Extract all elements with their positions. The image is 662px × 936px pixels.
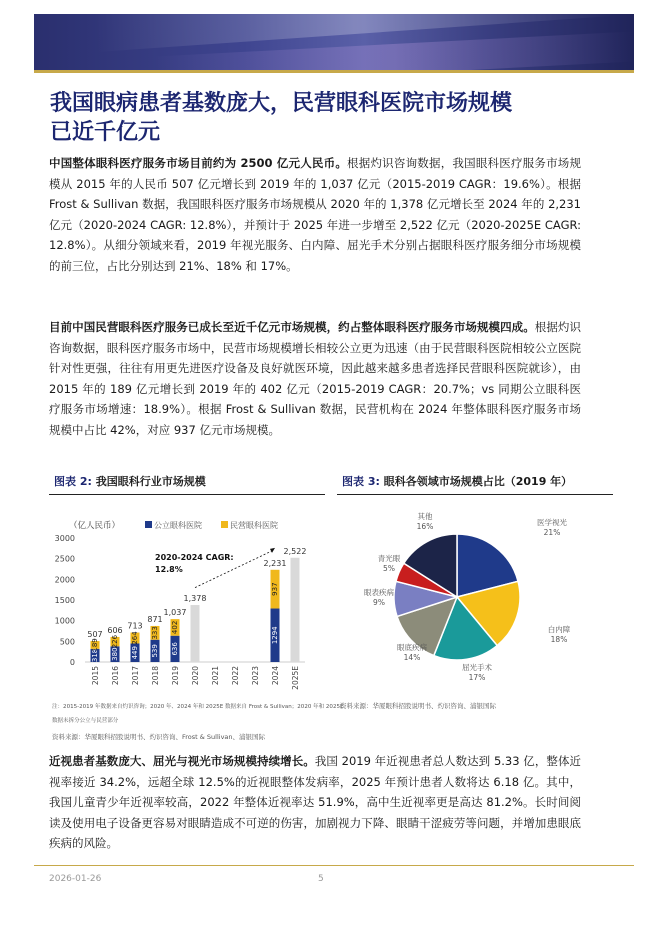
header-rule [34, 70, 634, 73]
legend-swatch [145, 521, 152, 528]
bar-value-label: 1294 [271, 626, 279, 645]
pie-slice-label: 白内障 [547, 625, 571, 634]
x-tick-label: 2023 [251, 666, 260, 686]
y-tick-label: 2000 [54, 575, 75, 585]
bar-total [191, 605, 200, 662]
bar-value-label: 264 [131, 631, 139, 645]
paragraph-body: 根据灼识咨询数据，我国眼科医疗服务市场规模从 2015 年的人民币 507 亿元增长到 2019 年的 1,037 亿元（2015-2019 CAGR：19.6%）。根据 Frost & Sullivan 数据，我国眼科医疗服务市场规模从 2020 年的 1,378 亿元增长至 2024 年的 2,231 亿元（2020-2024 CAGR: 12.8%），并预计于 2025 年进一步增至 2,522 亿元（2020-2025E CAGR: 12.8%）。从细分领域来看，2019 年视光服务、白内障、屈光手术分别占据眼科医疗服务细分市场规模的前三位，占比分别达到 21%、18% 和 17%。 [49, 156, 581, 273]
legend-label: 民营眼科医院 [230, 521, 278, 530]
x-tick-label: 2020 [191, 666, 200, 686]
segment-share-pie-chart [337, 505, 613, 695]
bar-value-label: 380 [111, 647, 119, 661]
bar-value-label: 636 [171, 642, 179, 656]
bar-total-label: 871 [147, 614, 163, 624]
footer-rule [34, 865, 634, 866]
paragraph-market-size [49, 153, 581, 276]
paragraph-myopia [49, 751, 581, 854]
cagr-arrow-head [270, 548, 275, 553]
x-tick-label: 2021 [211, 666, 220, 686]
legend-label: 公立眼科医院 [154, 521, 202, 530]
figure-2-title [54, 473, 206, 489]
pie-slice-label: 医学视光 [537, 518, 567, 527]
bar-value-label: 318 [91, 648, 99, 663]
x-tick-label: 2022 [231, 666, 240, 686]
x-tick-label: 2019 [171, 666, 180, 686]
pie-slice-label: 其他 [417, 512, 433, 521]
figure-3-source: 资料来源：华厦眼科招股说明书、灼识咨询、浦银国际 [340, 702, 496, 710]
pie-slice-label: 青光眼 [377, 554, 401, 563]
x-tick-label: 2024 [271, 666, 280, 686]
bar-total-label: 2,522 [283, 546, 307, 556]
y-tick-label: 0 [69, 658, 75, 667]
y-tick-label: 3000 [54, 534, 75, 543]
x-tick-label: 2016 [111, 666, 120, 686]
y-tick-label: 2500 [54, 554, 75, 564]
bar-value-label: 333 [151, 626, 159, 640]
figure-3-rule [337, 494, 613, 495]
page-number: 5 [318, 874, 324, 884]
figure-note: 数据未拆分公立与民营部分 [52, 716, 119, 724]
pie-slice-label: 眼表疾病 [364, 588, 394, 597]
figure-3-title [342, 473, 572, 489]
bar-value-label: 539 [151, 644, 159, 658]
paragraph-private-market [49, 317, 581, 440]
x-tick-label: 2025E [291, 666, 300, 690]
pie-slice-value: 9% [373, 598, 385, 607]
y-axis-label: （亿人民币） [69, 521, 121, 531]
figure-source: 资料来源：华厦眼科招股说明书、灼识咨询、Frost & Sullivan、浦银国际 [52, 733, 266, 741]
paragraph-body: 我国 2019 年近视患者总人数达到 5.33 亿，整体近视率接近 34.2%，远超全球 12.5%的近视眼整体发病率，2025 年预计患者人数将达 6.18 亿。其中，我国儿童青少年近视率较高，2022 年整体近视率达 51.9%，高中生近视率更是高达 81.2%。长时间阅读及使用电子设备更容易对眼睛造成不可逆的伤害，加剧视力下降、眼睛干涩疲劳等问题，并增加患眼底疾病的风险。 [49, 754, 581, 850]
paragraph-lead: 近视患者基数庞大、屈光与视光市场规模持续增长。 [49, 754, 315, 768]
figure-note: 注：2015-2019 年数据来自灼识咨询；2020 年、2024 年和 2025E 数据来自 Frost & Sullivan；2020 年和 2025E [52, 702, 344, 710]
bar-total-label: 1,378 [183, 594, 207, 604]
bar-value-label: 189 [91, 638, 99, 652]
header-banner [34, 14, 634, 70]
y-tick-label: 500 [59, 637, 75, 647]
paragraph-lead: 中国整体眼科医疗服务市场目前约为 2500 亿元人民币。 [49, 156, 348, 170]
y-tick-label: 1000 [54, 616, 75, 626]
bar-total-label: 606 [107, 625, 123, 635]
figure-label: 图表 3: [342, 475, 380, 488]
x-tick-label: 2018 [151, 666, 160, 686]
bar-value-label: 226 [111, 634, 119, 649]
bar-value-label: 937 [271, 582, 279, 596]
pie-slice-value: 17% [468, 673, 486, 682]
bar-value-label: 402 [171, 620, 179, 635]
paragraph-lead: 目前中国民营眼科医疗服务已成长至近千亿元市场规模，约占整体眼科医疗服务市场规模四成。 [49, 320, 535, 334]
x-tick-label: 2017 [131, 666, 140, 686]
pie-slice-value: 21% [543, 528, 561, 537]
footer-date: 2026-01-26 [49, 874, 102, 884]
x-tick-label: 2015 [91, 666, 100, 686]
pie-slice-label: 眼底疾病 [397, 643, 427, 652]
bar-total-label: 2,231 [263, 558, 287, 568]
cagr-annotation: 2020-2024 CAGR: [155, 553, 234, 562]
y-tick-label: 1500 [54, 596, 75, 605]
pie-slice-value: 18% [550, 635, 568, 644]
figure-2-rule [49, 494, 325, 495]
figure-2-notes [52, 702, 344, 742]
bar-total-label: 1,037 [163, 608, 187, 618]
market-size-bar-chart [49, 505, 331, 695]
pie-slice-value: 14% [403, 653, 421, 662]
paragraph-body: 根据灼识咨询数据，眼科医疗服务市场中，民营市场规模增长相较公立更为迅速（由于民营眼科医院相较公立医院针对性更强，往往有用更先进医疗设备及良好就医环境，因此越来越多患者选择民营眼科医院就诊），由 2015 年的 189 亿元增长到 2019 年的 402 亿元（2015-2019 CAGR：20.7%；vs 同期公立眼科医疗服务市场增速：18.9%）。根据 Frost & Sullivan 数据，民营机构在 2024 年整体眼科医疗服务市场规模中占比 42%，对应 937 亿元市场规模。 [49, 320, 581, 437]
pie-slice-label: 屈光手术 [462, 663, 492, 672]
bar-total-label: 507 [87, 630, 103, 640]
bar-total-label: 713 [127, 621, 143, 631]
bar-total [291, 558, 300, 662]
bar-value-label: 449 [131, 646, 139, 660]
pie-slice-value: 16% [416, 522, 434, 531]
cagr-annotation: 12.8% [155, 565, 183, 574]
figure-caption: 眼科各领域市场规模占比（2019 年） [383, 475, 573, 488]
figure-label: 图表 2: [54, 475, 92, 488]
legend-swatch [221, 521, 228, 528]
page-title: 我国眼病患者基数庞大，民营眼科医院市场规模已近千亿元 [50, 90, 513, 145]
figure-caption: 我国眼科行业市场规模 [95, 475, 206, 488]
pie-slice-value: 5% [383, 564, 395, 573]
